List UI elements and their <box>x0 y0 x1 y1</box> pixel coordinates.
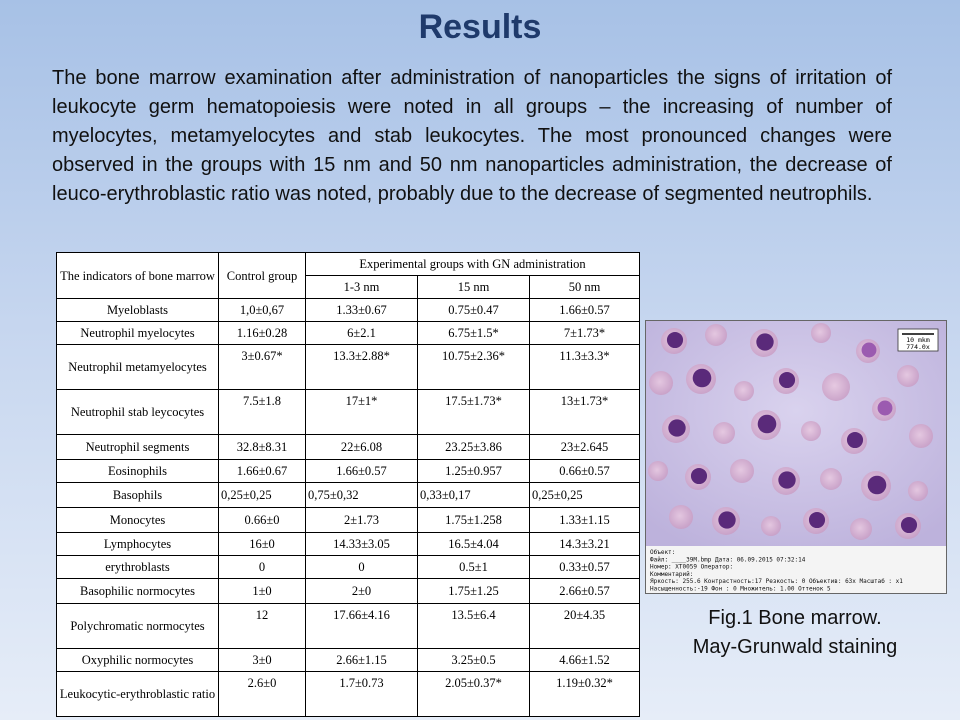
caption-line-2: May-Grunwald staining <box>692 636 898 658</box>
group-50nm-cell: 7±1.73* <box>530 322 640 345</box>
scale-bottom-text: 774.0x <box>906 343 930 351</box>
control-cell: 3±0 <box>219 649 306 672</box>
cell-nucleus <box>693 369 712 388</box>
group-15nm-cell: 1.25±0.957 <box>418 460 530 483</box>
control-cell: 12 <box>219 604 306 649</box>
group-15nm-cell: 1.75±1.25 <box>418 579 530 604</box>
group-15nm-cell: 0.75±0.47 <box>418 299 530 322</box>
group-50nm-cell: 2.66±0.57 <box>530 579 640 604</box>
control-cell: 0.66±0 <box>219 508 306 533</box>
indicator-cell: Lymphocytes <box>57 533 219 556</box>
table-row <box>57 579 640 604</box>
erythrocyte <box>909 424 933 448</box>
scale-top-text: 10 mkm <box>906 336 930 344</box>
table-row <box>57 533 640 556</box>
group-1-3nm-cell: 1.66±0.57 <box>306 460 418 483</box>
header-experimental: Experimental groups with GN administration <box>306 253 640 276</box>
figure-caption <box>645 604 945 662</box>
group-50nm-cell: 0.33±0.57 <box>530 556 640 579</box>
erythrocyte <box>669 505 693 529</box>
group-1-3nm-cell: 2±1.73 <box>306 508 418 533</box>
cell-nucleus <box>862 343 877 358</box>
group-15nm-cell: 3.25±0.5 <box>418 649 530 672</box>
indicator-cell: Basophils <box>57 483 219 508</box>
control-cell: 7.5±1.8 <box>219 390 306 435</box>
group-15nm-cell: 16.5±4.04 <box>418 533 530 556</box>
control-cell: 0,25±0,25 <box>219 483 306 508</box>
group-1-3nm-cell: 0,75±0,32 <box>306 483 418 508</box>
control-cell: 1.16±0.28 <box>219 322 306 345</box>
indicator-cell: Neutrophil segments <box>57 435 219 460</box>
cell-nucleus <box>668 419 685 436</box>
group-50nm-cell: 11.3±3.3* <box>530 345 640 390</box>
bone-marrow-micrograph <box>645 320 947 594</box>
table-row <box>57 508 640 533</box>
group-50nm-cell: 4.66±1.52 <box>530 649 640 672</box>
group-1-3nm-cell: 2±0 <box>306 579 418 604</box>
group-15nm-cell: 10.75±2.36* <box>418 345 530 390</box>
bone-marrow-table <box>56 252 640 717</box>
table-row <box>57 649 640 672</box>
indicator-cell: erythroblasts <box>57 556 219 579</box>
cell-nucleus <box>847 432 863 448</box>
erythrocyte <box>897 365 919 387</box>
table-row <box>57 556 640 579</box>
indicator-cell: Neutrophil metamyelocytes <box>57 345 219 390</box>
group-15nm-cell: 0.5±1 <box>418 556 530 579</box>
table-row <box>57 390 640 435</box>
erythrocyte <box>801 421 821 441</box>
group-50nm-cell: 1.19±0.32* <box>530 672 640 717</box>
table-row <box>57 299 640 322</box>
cell-nucleus <box>756 333 773 350</box>
indicator-cell: Oxyphilic normocytes <box>57 649 219 672</box>
erythrocyte <box>908 481 928 501</box>
cell-nucleus <box>878 401 893 416</box>
header-group-15nm: 15 nm <box>418 276 530 299</box>
info-line: Яркость: 255.6 Контрастность:17 Резкость: 0 Объектив: 63x Масштаб : x1 <box>650 578 903 586</box>
table-row <box>57 345 640 390</box>
group-50nm-cell: 14.3±3.21 <box>530 533 640 556</box>
table-row <box>57 460 640 483</box>
group-1-3nm-cell: 17.66±4.16 <box>306 604 418 649</box>
group-50nm-cell: 0,25±0,25 <box>530 483 640 508</box>
erythrocyte <box>730 459 754 483</box>
group-15nm-cell: 1.75±1.258 <box>418 508 530 533</box>
group-15nm-cell: 17.5±1.73* <box>418 390 530 435</box>
indicator-cell: Eosinophils <box>57 460 219 483</box>
header-control: Control group <box>219 253 306 299</box>
table-row <box>57 672 640 717</box>
scale-box <box>898 329 938 351</box>
group-15nm-cell: 0,33±0,17 <box>418 483 530 508</box>
group-15nm-cell: 23.25±3.86 <box>418 435 530 460</box>
group-50nm-cell: 23±2.645 <box>530 435 640 460</box>
control-cell: 1±0 <box>219 579 306 604</box>
erythrocyte <box>761 516 781 536</box>
group-50nm-cell: 13±1.73* <box>530 390 640 435</box>
group-15nm-cell: 2.05±0.37* <box>418 672 530 717</box>
cell-nucleus <box>901 517 917 533</box>
info-line: Файл: ____39M.bmp Дата: 06.09.2015 07:32:14 <box>650 556 806 564</box>
control-cell: 32.8±8.31 <box>219 435 306 460</box>
erythrocyte <box>713 422 735 444</box>
group-50nm-cell: 1.33±1.15 <box>530 508 640 533</box>
group-50nm-cell: 0.66±0.57 <box>530 460 640 483</box>
erythrocyte <box>822 373 850 401</box>
indicator-cell: Basophilic normocytes <box>57 579 219 604</box>
group-15nm-cell: 13.5±6.4 <box>418 604 530 649</box>
indicator-cell: Myeloblasts <box>57 299 219 322</box>
group-1-3nm-cell: 1.7±0.73 <box>306 672 418 717</box>
erythrocyte <box>850 518 872 540</box>
erythrocyte <box>648 461 668 481</box>
indicator-cell: Neutrophil myelocytes <box>57 322 219 345</box>
group-1-3nm-cell: 0 <box>306 556 418 579</box>
group-1-3nm-cell: 17±1* <box>306 390 418 435</box>
indicator-cell: Neutrophil stab leycocytes <box>57 390 219 435</box>
group-15nm-cell: 6.75±1.5* <box>418 322 530 345</box>
caption-line-1: Fig.1 Bone marrow. <box>708 607 882 629</box>
info-line: Номер: XT0059 Оператор: <box>650 563 734 571</box>
table-row <box>57 483 640 508</box>
cell-nucleus <box>779 372 795 388</box>
group-1-3nm-cell: 2.66±1.15 <box>306 649 418 672</box>
control-cell: 3±0.67* <box>219 345 306 390</box>
cell-nucleus <box>758 415 777 434</box>
cell-nucleus <box>809 512 825 528</box>
control-cell: 0 <box>219 556 306 579</box>
group-1-3nm-cell: 14.33±3.05 <box>306 533 418 556</box>
group-50nm-cell: 1.66±0.57 <box>530 299 640 322</box>
header-indicators: The indicators of bone marrow <box>57 253 219 299</box>
table-row <box>57 435 640 460</box>
table-row <box>57 322 640 345</box>
erythrocyte <box>734 381 754 401</box>
indicator-cell: Polychromatic normocytes <box>57 604 219 649</box>
erythrocyte <box>649 371 673 395</box>
group-50nm-cell: 20±4.35 <box>530 604 640 649</box>
table-row <box>57 604 640 649</box>
group-1-3nm-cell: 22±6.08 <box>306 435 418 460</box>
cell-nucleus <box>718 511 735 528</box>
header-group-50nm: 50 nm <box>530 276 640 299</box>
cell-nucleus <box>667 332 683 348</box>
indicator-cell: Monocytes <box>57 508 219 533</box>
control-cell: 1.66±0.67 <box>219 460 306 483</box>
erythrocyte <box>811 323 831 343</box>
control-cell: 16±0 <box>219 533 306 556</box>
group-1-3nm-cell: 13.3±2.88* <box>306 345 418 390</box>
control-cell: 2.6±0 <box>219 672 306 717</box>
erythrocyte <box>705 324 727 346</box>
page-title: Results <box>418 8 542 46</box>
header-group-1-3nm: 1-3 nm <box>306 276 418 299</box>
info-line: Объект: <box>650 549 676 556</box>
cell-nucleus <box>778 471 795 488</box>
group-1-3nm-cell: 1.33±0.67 <box>306 299 418 322</box>
erythrocyte <box>820 468 842 490</box>
cell-nucleus <box>691 468 707 484</box>
info-line: Комментарий: <box>650 570 694 578</box>
results-paragraph: The bone marrow examination after administration of nanoparticles the signs of irritation of leukocyte germ hematopoiesis were noted in all groups – the increasing of number of myelocytes, metamyelocytes and stab leukocytes. The most pronounced changes were observed in the groups with 15 nm and 50 nm nanoparticles administration, the decrease of leuco-erythroblastic ratio was noted, probably due to the decrease of segmented neutrophils. <box>52 67 892 205</box>
control-cell: 1,0±0,67 <box>219 299 306 322</box>
indicator-cell: Leukocytic-erythroblastic ratio <box>57 672 219 717</box>
group-1-3nm-cell: 6±2.1 <box>306 322 418 345</box>
info-line: Насыщенность:-19 Фон : 0 Множитель: 1.00 Оттенок 5 <box>650 585 831 593</box>
cell-nucleus <box>868 476 887 495</box>
